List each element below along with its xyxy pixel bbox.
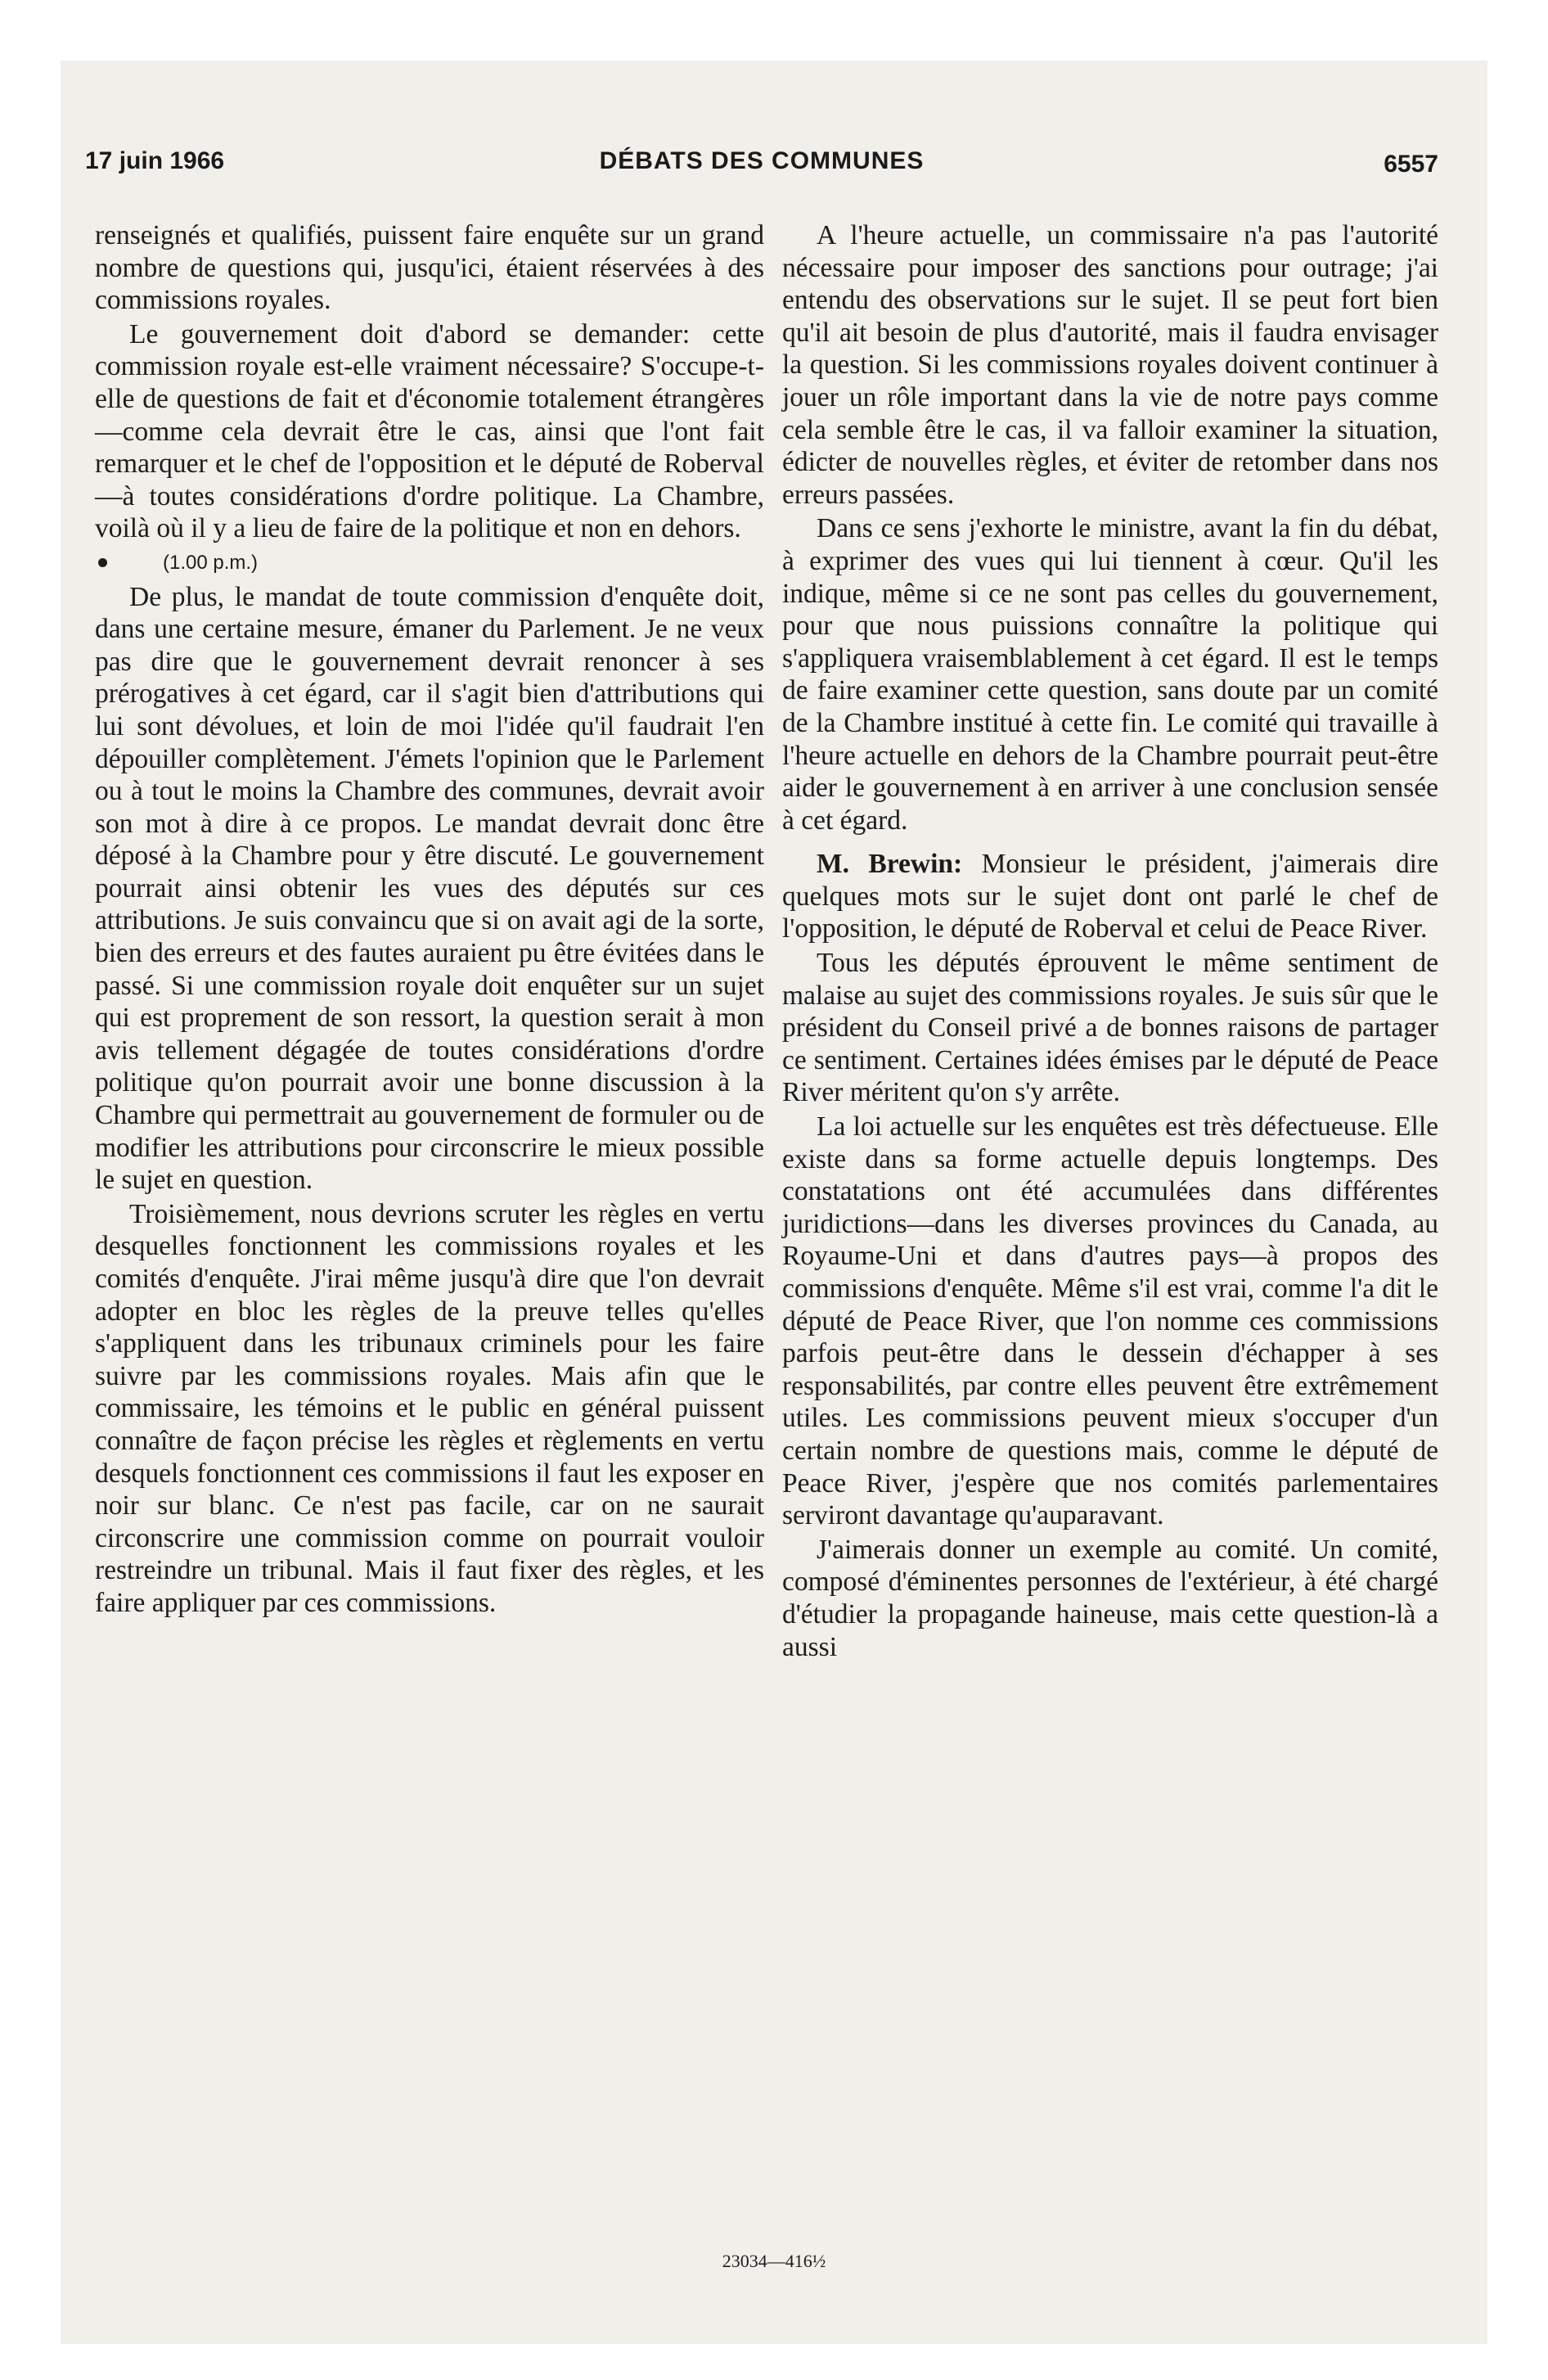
header-title: DÉBATS DES COMMUNES [599, 147, 925, 174]
printer-signature: 23034—416½ [722, 2251, 826, 2271]
header-date: 17 juin 1966 [85, 147, 225, 174]
speaker-paragraph [782, 848, 1438, 945]
left-column [95, 219, 764, 1621]
paragraph: Troisièmement, nous devrions scruter les règles en vertu desquelles fonctionnent les commissions royales et les comités d'enquête. J'irai même jusqu'à dire que l'on devrait adopter en bloc les règles de la preuve telles qu'elles s'appliquent dans les tribunaux criminels pour les faire suivre par les commissions royales. Mais afin que le commissaire, les témoins et le public en général puissent connaître de façon précise les règles et règlements en vertu desquels fonctionnent ces commissions il faut les exposer en noir sur blanc. Ce n'est pas facile, car on ne saurait circonscrire une commission comme on pourrait vouloir restreindre un tribunal. Mais il faut fixer des règles, et les faire appliquer par ces commissions. [95, 1198, 764, 1618]
paragraph: renseignés et qualifiés, puissent faire enquête sur un grand nombre de questions qui, jusqu'ici, étaient réservées à des commissions royales. [95, 220, 764, 316]
page-number: 6557 [1384, 151, 1438, 178]
page-header [85, 147, 1438, 196]
bullet-icon [98, 558, 107, 567]
paragraph: Tous les députés éprouvent le même sentiment de malaise au sujet des commissions royales. Je suis sûr que le président du Conseil privé a de bonnes raisons de partager ce sentiment. Certaines idées émises par le député de Peace River méritent qu'on s'y arrête. [782, 948, 1438, 1108]
right-column [782, 219, 1438, 1665]
speaker-name: M. Brewin: [817, 849, 963, 880]
speaker-text: Monsieur le président, j'aimerais dire quelques mots sur le sujet dont ont parlé le chef de l'opposition, le député de Roberval et celui de Peace River. [782, 849, 1438, 944]
paragraph: Le gouvernement doit d'abord se demander: cette commission royale est-elle vraiment nécessaire? S'occupe-t-elle de questions de fait et d'économie totalement étrangères—comme cela devrait être le cas, ainsi que l'ont fait remarquer et le chef de l'opposition et le député de Roberval—à toutes considérations d'ordre politique. La Chambre, voilà où il y a lieu de faire de la politique et non en dehors. [95, 318, 764, 544]
paragraph: A l'heure actuelle, un commissaire n'a pas l'autorité nécessaire pour imposer des sanctions pour outrage; j'ai entendu des observations sur le sujet. Il se peut fort bien qu'il ait besoin de plus d'autorité, mais il faudra envisager la question. Si les commissions royales doivent continuer à jouer un rôle important dans la vie de notre pays comme cela semble être le cas, il va falloir examiner la situation, édicter de nouvelles règles, et éviter de retomber dans nos erreurs passées. [782, 220, 1438, 510]
paragraph: De plus, le mandat de toute commission d'enquête doit, dans une certaine mesure, émaner du Parlement. Je ne veux pas dire que le gouvernement devrait renoncer à ses prérogatives à cet égard, car il s'agit bien d'attributions qui lui sont dévolues, et loin de moi l'idée qu'il faudrait l'en dépouiller complètement. J'émets l'opinion que le Parlement ou à tout le moins la Chambre des communes, devrait avoir son mot à dire à ce propos. Le mandat devrait donc être déposé à la Chambre pour y être discuté. Le gouvernement pourrait ainsi obtenir les vues des députés sur ces attributions. Je suis convaincu que si on avait agi de la sorte, bien des erreurs et des fautes auraient pu être évitées dans le passé. Si une commission royale doit enquêter sur un sujet qui est proprement de son ressort, la question serait à mon avis tellement dégagée de toutes considérations d'ordre politique qu'on pourrait avoir une bonne discussion à la Chambre qui permettrait au gouvernement de formuler ou de modifier les attributions pour circonscrire le mieux possible le sujet en question. [95, 581, 764, 1196]
paragraph: La loi actuelle sur les enquêtes est très défectueuse. Elle existe dans sa forme actuelle depuis longtemps. Des constatations ont été accumulées dans différentes juridictions—dans les diverses provinces du Canada, au Royaume-Uni et dans d'autres pays—à propos des commissions d'enquête. Même s'il est vrai, comme l'a dit le député de Peace River, que l'on nomme ces commissions parfois peut-être dans le dessein d'échapper à ses responsabilités, par contre elles peuvent être extrêmement utiles. Les commissions peuvent mieux s'occuper d'un certain nombre de questions mais, comme le député de Peace River, j'espère que nos comités parlementaires serviront davantage qu'auparavant. [782, 1111, 1438, 1531]
paragraph: Dans ce sens j'exhorte le ministre, avant la fin du débat, à exprimer des vues qui lui tiennent à cœur. Qu'il les indique, même si ce ne sont pas celles du gouvernement, pour que nous puissions connaître la politique qui s'appliquera vraisemblablement à cet égard. Il est le temps de faire examiner cette question, sans doute par un comité de la Chambre institué à cette fin. Le comité qui travaille à l'heure actuelle en dehors de la Chambre pourrait peut-être aider le gouvernement à en arriver à une conclusion sensée à cet égard. [782, 513, 1438, 836]
time-marker-text: (1.00 p.m.) [163, 551, 259, 574]
time-marker [95, 547, 764, 579]
paragraph: J'aimerais donner un exemple au comité. Un comité, composé d'éminentes personnes de l'extérieur, à été chargé d'étudier la propagande haineuse, mais cette question-là a aussi [782, 1534, 1438, 1662]
